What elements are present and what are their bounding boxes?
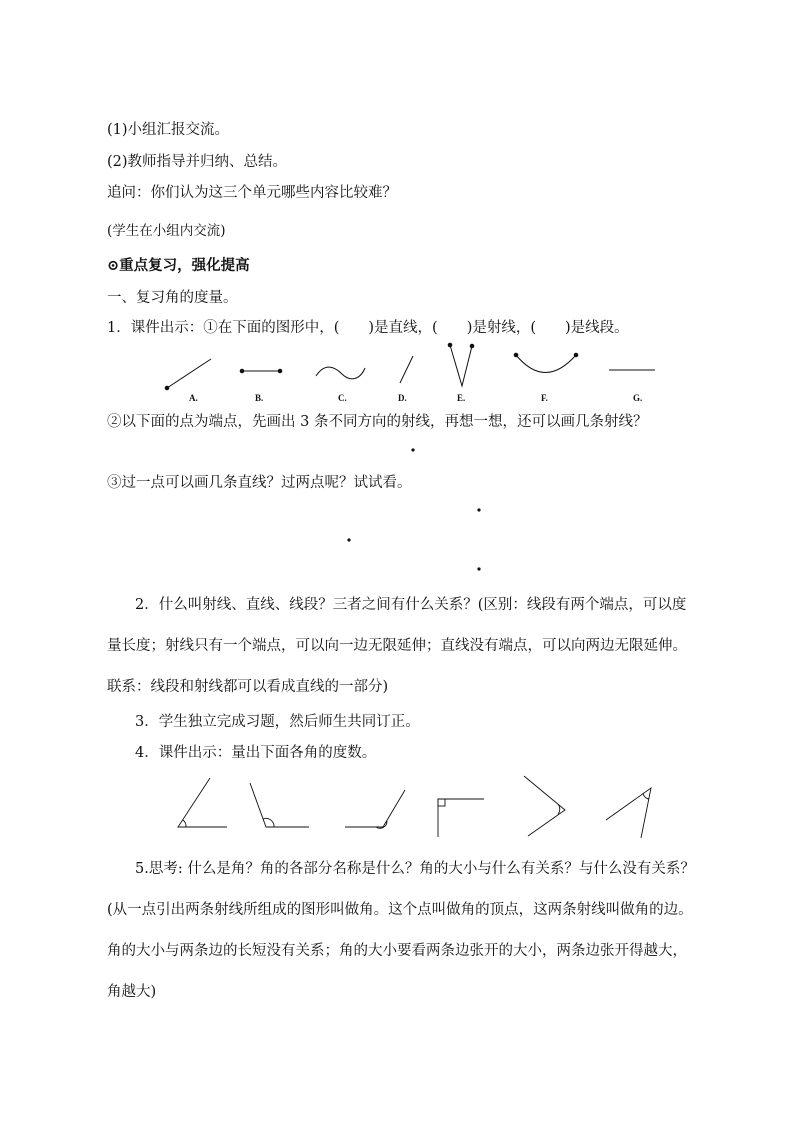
figure-label-d: D. bbox=[398, 393, 407, 403]
section-heading-key-review: ⊙重点复习，强化提高 bbox=[107, 257, 250, 274]
endpoint-dot bbox=[411, 448, 414, 451]
point-dot-left bbox=[347, 538, 350, 541]
section-heading-angle-measure: 一、复习角的度量。 bbox=[107, 290, 238, 306]
figure-e-angle bbox=[448, 343, 474, 386]
text-line-group-report: (1)小组汇报交流。 bbox=[107, 122, 230, 138]
question-1-part-3: ③过一点可以画几条直线？过两点呢？试试看。 bbox=[107, 475, 412, 491]
point-dot-right-bottom bbox=[477, 567, 480, 570]
question-5-answer-2: 角的大小与两条边的长短没有关系；角的大小要看两条边张开的大小，两条边张开得越大， bbox=[107, 943, 687, 959]
angle-4-right-angle bbox=[438, 799, 484, 837]
figure-f-arc bbox=[514, 353, 578, 372]
figure-label-f: F. bbox=[541, 393, 548, 403]
figure-label-a: A. bbox=[189, 393, 198, 403]
question-5-text: 5.思考: 什么是角？角的各部分名称是什么？角的大小与什么有关系？与什么没有关系？ bbox=[135, 861, 695, 877]
angle-2 bbox=[250, 783, 309, 827]
question-1-text: 1．课件出示：①在下面的图形中，( )是直线，( )是射线，( )是线段。 bbox=[107, 320, 629, 336]
question-2-text: 2．什么叫射线、直线、线段？三者之间有什么关系？(区别：线段有两个端点，可以度 bbox=[135, 597, 687, 613]
text-line-teacher-summary: (2)教师指导并归纳、总结。 bbox=[107, 154, 288, 170]
point-dot-right-top bbox=[477, 508, 480, 511]
figure-d-line bbox=[400, 356, 413, 383]
question-4-text: 4．课件出示：量出下面各角的度数。 bbox=[135, 745, 377, 761]
figure-a-ray bbox=[165, 359, 211, 390]
angle-6 bbox=[606, 788, 651, 838]
angle-3 bbox=[345, 790, 405, 828]
question-2-text-cont: 量长度；射线只有一个端点，可以向一边无限延伸；直线没有端点，可以向两边无限延伸。 bbox=[107, 638, 687, 654]
question-5-answer-3: 角越大) bbox=[107, 984, 157, 1000]
question-3-text: 3．学生独立完成习题，然后师生共同订正。 bbox=[135, 714, 420, 730]
figure-label-e: E. bbox=[457, 393, 466, 403]
question-5-answer-1: (从一点引出两条射线所组成的图形叫做角。这个点叫做角的顶点，这两条射线叫做角的边。 bbox=[107, 902, 693, 918]
question-2-connection: 联系：线段和射线都可以看成直线的一部分) bbox=[107, 679, 389, 695]
question-1-part-2: ②以下面的点为端点，先画出 3 条不同方向的射线，再想一想，还可以画几条射线？ bbox=[107, 414, 648, 430]
text-line-follow-up-question: 追问：你们认为这三个单元哪些内容比较难？ bbox=[107, 185, 397, 201]
figure-b-segment bbox=[240, 369, 282, 373]
figure-label-b: B. bbox=[255, 393, 264, 403]
figure-label-g: G. bbox=[633, 393, 643, 403]
angle-5 bbox=[524, 776, 565, 836]
figure-c-curve bbox=[316, 367, 365, 379]
angle-1 bbox=[178, 778, 227, 827]
text-line-student-exchange: (学生在小组内交流) bbox=[107, 223, 226, 239]
figure-label-c: C. bbox=[338, 393, 347, 403]
